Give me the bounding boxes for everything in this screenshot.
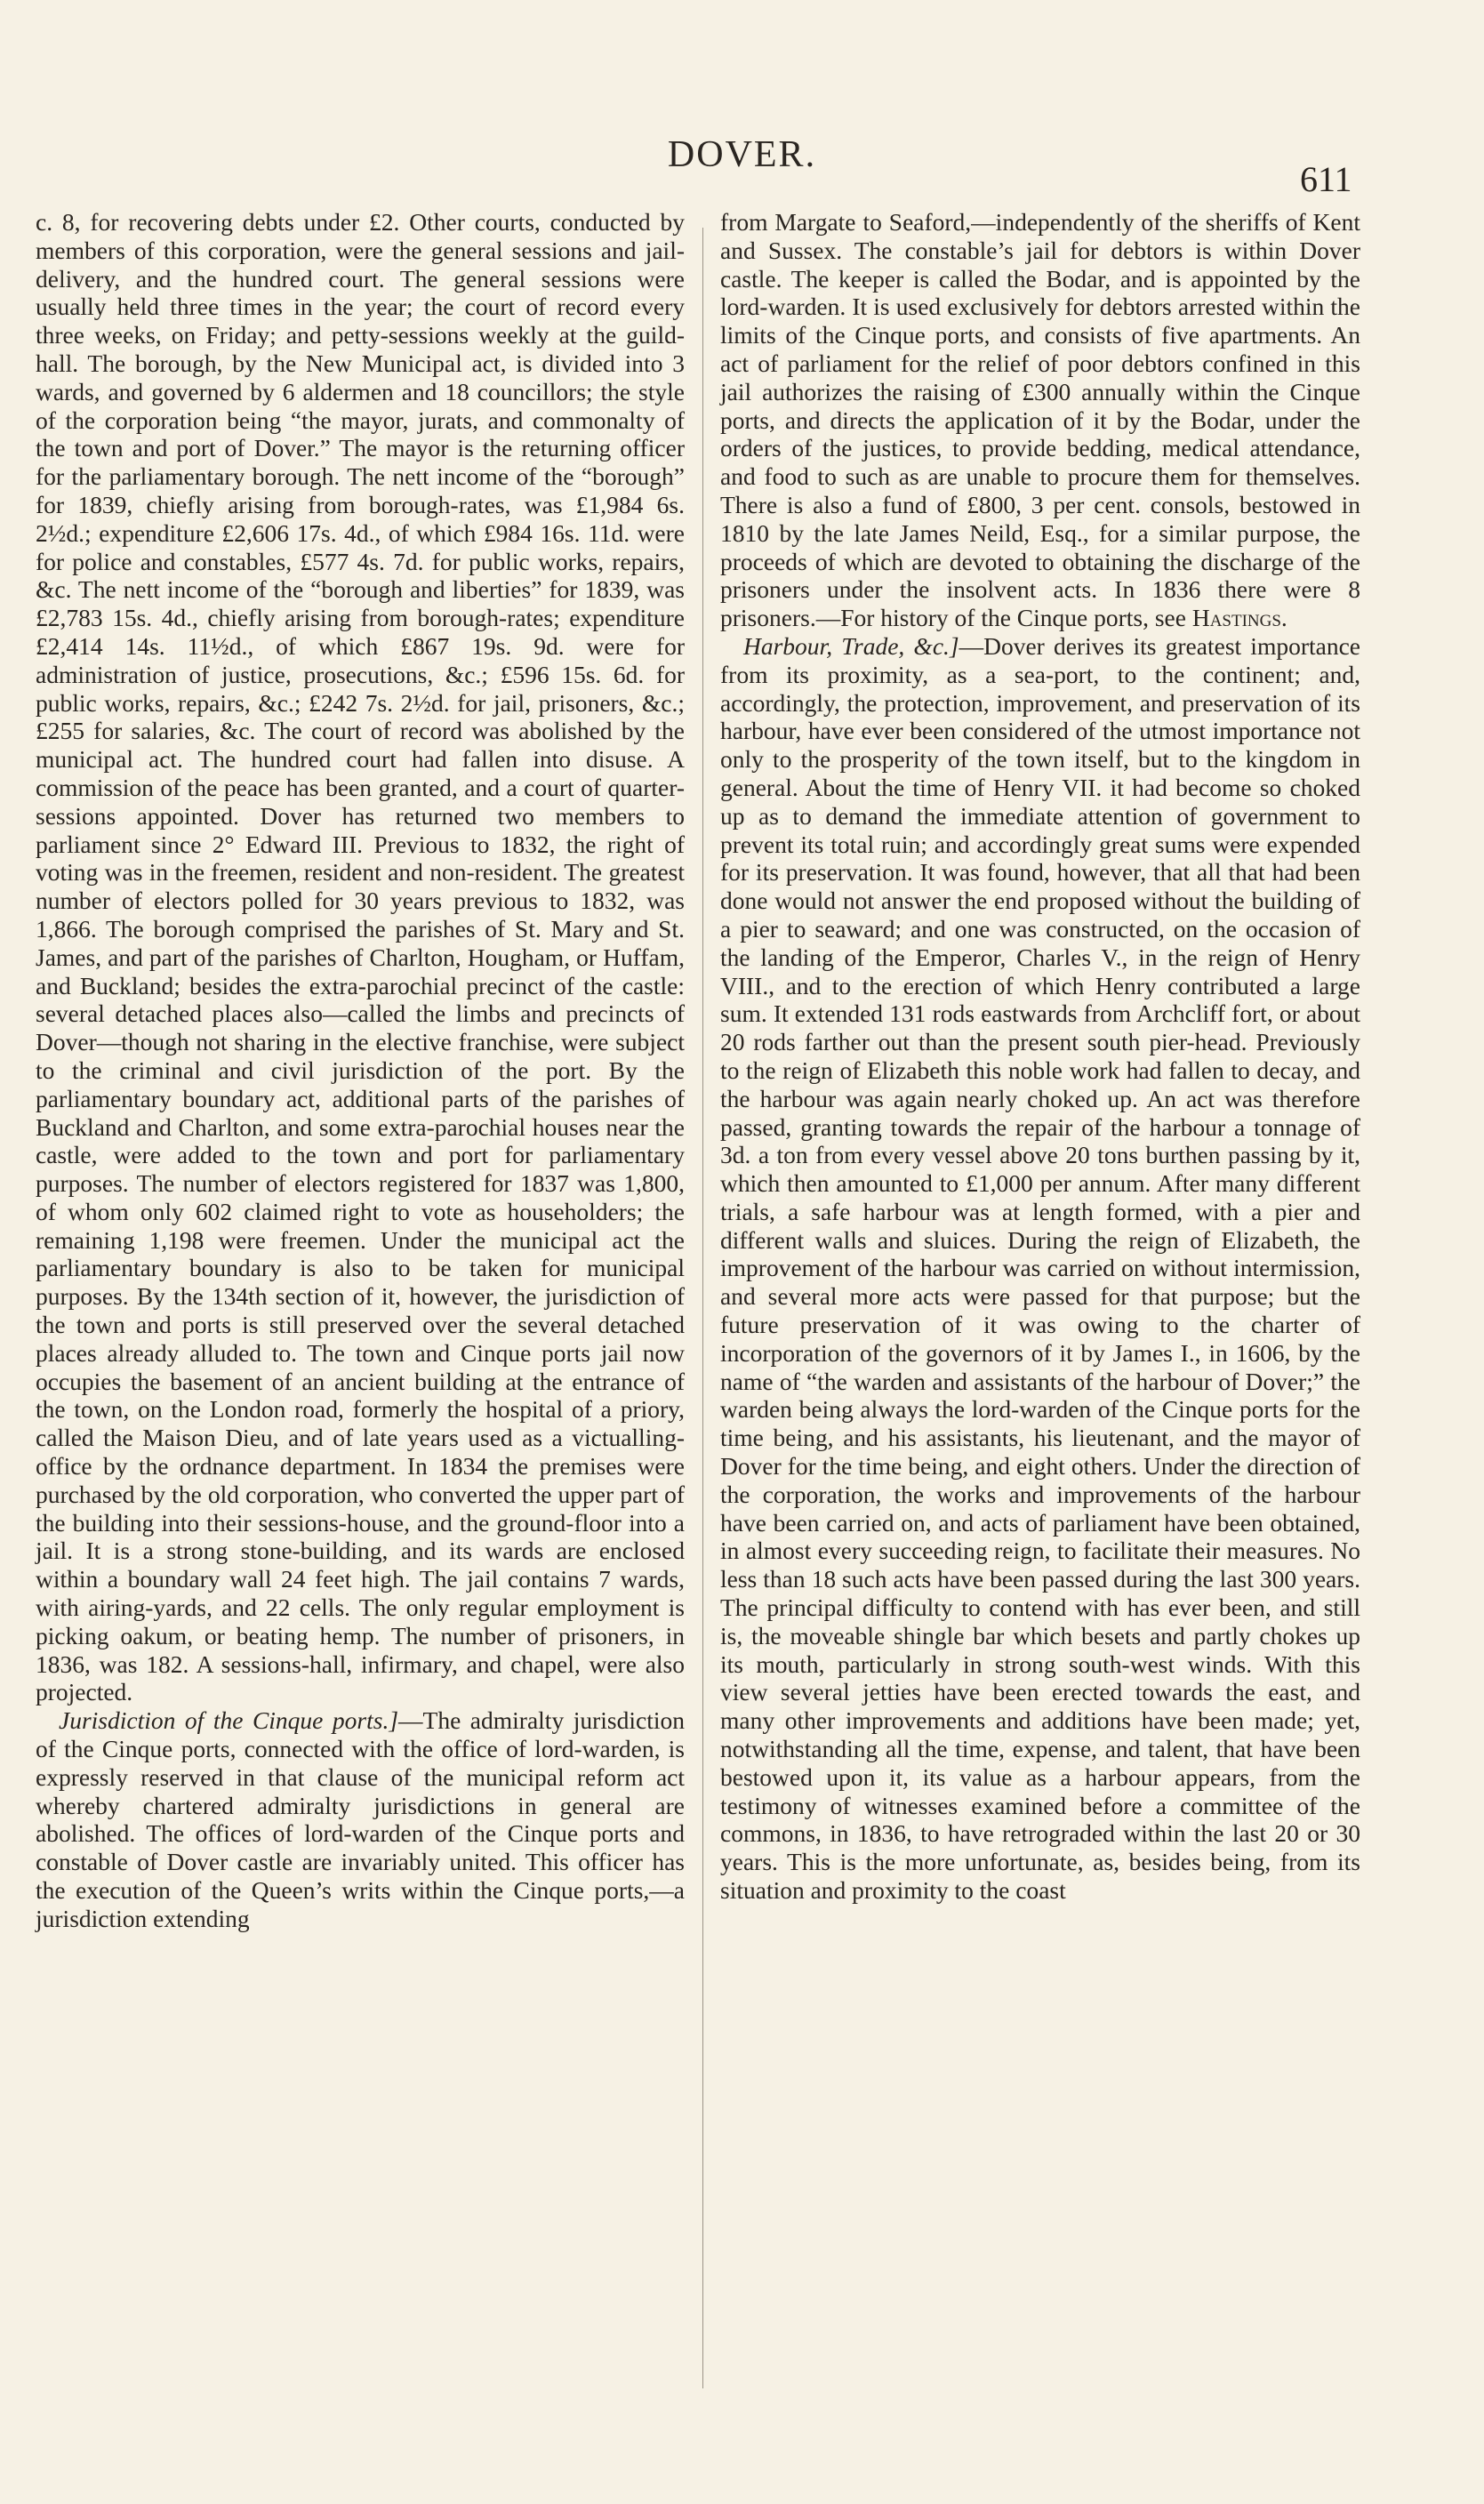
paragraph-constables-jail: [720, 208, 1360, 632]
section-heading-harbour: Harbour, Trade, &c.]: [743, 631, 959, 660]
section-heading-jurisdiction: Jurisdiction of the Cinque ports.]: [59, 1706, 399, 1735]
paragraph-text: —Dover derives its greatest importance from its proximity, as a sea-port, to the continent; and, accordingly, the protection, improvement, and preservation of its harbour, have ever been considered of the utmost importance not only to the prosperity of the town itself, but to the kingdom in general. About the time of Henry VII. it had become so choked up as to demand the immediate attention of government to prevent its total ruin; and accordingly great sums were expended for its preservation. It was found, however, that all that had been done would not answer the end proposed without the building of a pier to seaward; and one was constructed, on the occasion of the landing of the Emperor, Charles V., in the reign of Henry VIII., and to the erection of which Henry contributed a large sum. It extended 131 rods eastwards from Archcliff fort, or about 20 rods farther out than the present south pier-head. Previously to the reign of Elizabeth this noble work had fallen to decay, and the harbour was again nearly choked up. An act was therefore passed, granting towards the repair of the harbour a tonnage of 3d. a ton from every vessel above 20 tons burthen passing by it, which then amounted to £1,000 per annum. After many different trials, a safe harbour was at length formed, with a pier and different walls and sluices. During the reign of Elizabeth, the improvement of the harbour was carried on without intermission, and several more acts were passed for that purpose; but the future preservation of it was owing to the charter of incorporation of the governors of it by James I., in 1606, by the name of “the warden and assistants of the harbour of Dover;” the warden being always the lord-warden of the Cinque ports for the time being, and his assistants, his lieutenant, and the mayor of Dover for the time being, and eight others. Under the direction of the corporation, the works and improvements of the harbour have been carried on, and acts of parliament have been obtained, in almost every succeeding reign, to facilitate their measures. No less than 18 such acts have been passed during the last 300 years. The principal difficulty to contend with has ever been, and still is, the moveable shingle bar which besets and partly chokes up its mouth, particularly in strong south-west winds. With this view several jetties have been erected towards the east, and many other improvements and additions have been made; yet, notwithstanding all the time, expense, and talent, that have been bestowed upon it, its value as a harbour appears, from the testimony of witnesses examined before a committee of the commons, in 1836, to have retrograded within the last 20 or 30 years. This is the more unfortunate, as, besides being, from its situation and proximity to the coast: [720, 631, 1360, 1905]
right-column: [720, 208, 1360, 1905]
paragraph-cinque-ports-jurisdiction: [36, 1706, 685, 1932]
column-divider: [702, 228, 703, 2388]
left-column: [36, 208, 685, 1933]
page-number: 611: [1300, 159, 1352, 199]
cross-reference: Hastings.: [1191, 604, 1287, 632]
paragraph-borough-government: c. 8, for recovering debts under £2. Other courts, conducted by members of this corporation, were the general sessions and jail-delivery, and the hundred court. The general sessions were usually held three times in the year; the court of record every three weeks, on Friday; and petty-sessions weekly at the guild-hall. The borough, by the New Municipal act, is divided into 3 wards, and governed by 6 aldermen and 18 councillors; the style of the corporation being “the mayor, jurats, and commonalty of the town and port of Dover.” The mayor is the returning officer for the parliamentary borough. The nett income of the “borough” for 1839, chiefly arising from borough-rates, was £1,984 6s. 2½d.; expenditure £2,606 17s. 4d., of which £984 16s. 11d. were for police and constables, £577 4s. 7d. for public works, repairs, &c. The nett income of the “borough and liberties” for 1839, was £2,783 15s. 4d., chiefly arising from borough-rates; expenditure £2,414 14s. 11½d., of which £867 19s. 9d. were for administration of justice, prosecutions, &c.; £596 15s. 6d. for public works, repairs, &c.; £242 7s. 2½d. for jail, prisoners, &c.; £255 for salaries, &c. The court of record was abolished by the municipal act. The hundred court had fallen into disuse. A commission of the peace has been granted, and a court of quarter-sessions appointed. Dover has returned two members to parliament since 2° Edward III. Previous to 1832, the right of voting was in the freemen, resident and non-resident. The greatest number of electors polled for 30 years previous to 1832, was 1,866. The borough comprised the parishes of St. Mary and St. James, and part of the parishes of Charlton, Hougham, or Huffam, and Buckland; besides the extra-parochial precinct of the castle: several detached places also—called the limbs and precincts of Dover—though not sharing in the elective franchise, were subject to the criminal and civil jurisdiction of the port. By the parliamentary boundary act, additional parts of the parishes of Buckland and Charlton, and some extra-parochial houses near the castle, were added to the town and port for parliamentary purposes. The number of electors registered for 1837 was 1,800, of whom only 602 claimed right to vote as householders; the remaining 1,198 were freemen. Under the municipal act the parliamentary boundary is also to be taken for municipal purposes. By the 134th section of it, however, the jurisdiction of the town and ports is still preserved over the several detached places already alluded to. The town and Cinque ports jail now occupies the basement of an ancient building at the entrance of the town, on the London road, formerly the hospital of a priory, called the Maison Dieu, and of late years used as a victualling-office by the ordnance department. In 1834 the premises were purchased by the old corporation, who converted the upper part of the building into their sessions-house, and the ground-floor into a jail. It is a strong stone-building, and its wards are enclosed within a boundary wall 24 feet high. The jail contains 7 wards, with airing-yards, and 22 cells. The only regular employment is picking oakum, or beating hemp. The number of prisoners, in 1836, was 182. A sessions-hall, infirmary, and chapel, were also projected.: [36, 208, 685, 1706]
paragraph-harbour-trade: [720, 632, 1360, 1905]
running-head-title: DOVER.: [667, 134, 817, 175]
paragraph-text: from Margate to Seaford,—independently of the sheriffs of Kent and Sussex. The constable’s jail for debtors is within Dover castle. The keeper is called the Bodar, and is appointed by the lord-warden. It is used exclusively for debtors arrested within the limits of the Cinque ports, and consists of five apartments. An act of parliament for the relief of poor debtors confined in this jail authorizes the raising of £300 annually within the Cinque ports, and directs the application of it by the Bodar, under the orders of the justices, to provide bedding, medical attendance, and food to such as are unable to procure them for themselves. There is also a fund of £800, 3 per cent. consols, bestowed in 1810 by the late James Neild, Esq., for a similar purpose, the proceeds of which are devoted to obtaining the discharge of the prisoners under the insolvent acts. In 1836 there were 8 prisoners.—For history of the Cinque ports, see: [720, 208, 1360, 632]
paragraph-text: —The admiralty jurisdiction of the Cinque ports, connected with the office of lord-warden, is expressly reserved in that clause of the municipal reform act whereby chartered admiralty jurisdictions in general are abolished. The offices of lord-warden of the Cinque ports and constable of Dover castle are invariably united. This officer has the execution of the Queen’s writs within the Cinque ports,—a jurisdiction extending: [36, 1706, 685, 1932]
